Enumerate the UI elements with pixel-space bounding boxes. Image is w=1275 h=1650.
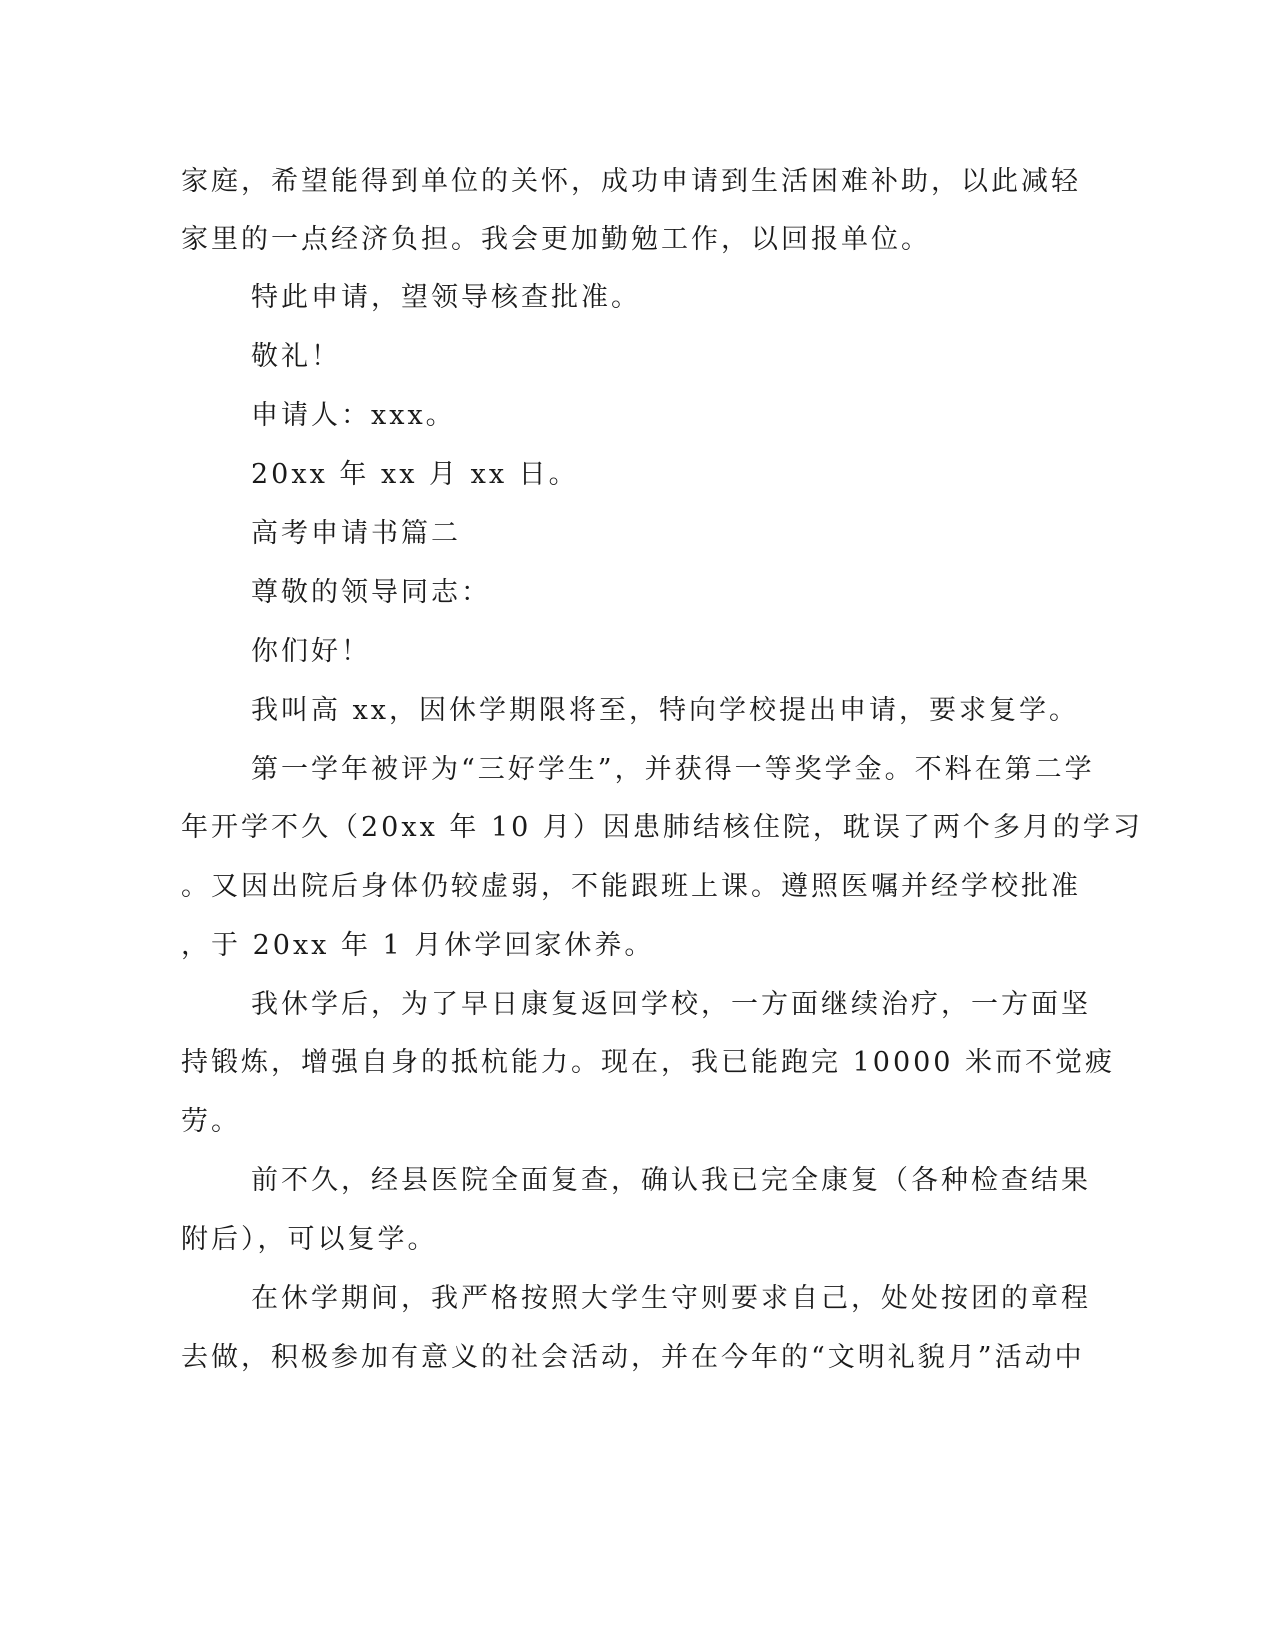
paragraph-line: 特此申请，望领导核查批准。: [251, 282, 641, 313]
paragraph-line: 我休学后，为了早日康复返回学校，一方面继续治疗，一方面坚: [251, 989, 1091, 1020]
date-line: 20xx 年 xx 月 xx 日。: [251, 459, 579, 490]
paragraph-line: ，于 20xx 年 1 月休学回家休养。: [181, 930, 655, 961]
paragraph-line: 去做，积极参加有意义的社会活动，并在今年的“文明礼貌月”活动中: [181, 1342, 1085, 1373]
paragraph-line: 。又因出院后身体仍较虚弱，不能跟班上课。遵照医嘱并经学校批准: [181, 871, 1081, 902]
salutation-line: 敬礼！: [251, 341, 341, 372]
paragraph-line: 家庭，希望能得到单位的关怀，成功申请到生活困难补助，以此减轻: [181, 166, 1081, 197]
paragraph-line: 在休学期间，我严格按照大学生守则要求自己，处处按团的章程: [251, 1283, 1091, 1314]
paragraph-line: 附后），可以复学。: [181, 1224, 438, 1255]
greeting-line: 你们好！: [251, 636, 371, 667]
paragraph-line: 前不久，经县医院全面复查，确认我已完全康复（各种检查结果: [251, 1165, 1091, 1196]
applicant-line: 申请人：xxx。: [251, 400, 456, 431]
paragraph-line: 劳。: [181, 1106, 241, 1137]
paragraph-line: 第一学年被评为“三好学生”，并获得一等奖学金。不料在第二学: [251, 754, 1095, 785]
paragraph-line: 年开学不久（20xx 年 10 月）因患肺结核住院，耽误了两个多月的学习: [181, 812, 1143, 843]
section-heading: 高考申请书篇二: [251, 518, 461, 549]
paragraph-line: 持锻炼，增强自身的抵杭能力。现在，我已能跑完 10000 米而不觉疲: [181, 1047, 1116, 1078]
paragraph-line: 我叫高 xx，因休学期限将至，特向学校提出申请，要求复学。: [251, 695, 1080, 726]
greeting-line: 尊敬的领导同志：: [251, 577, 491, 608]
paragraph-line: 家里的一点经济负担。我会更加勤勉工作，以回报单位。: [181, 224, 931, 255]
